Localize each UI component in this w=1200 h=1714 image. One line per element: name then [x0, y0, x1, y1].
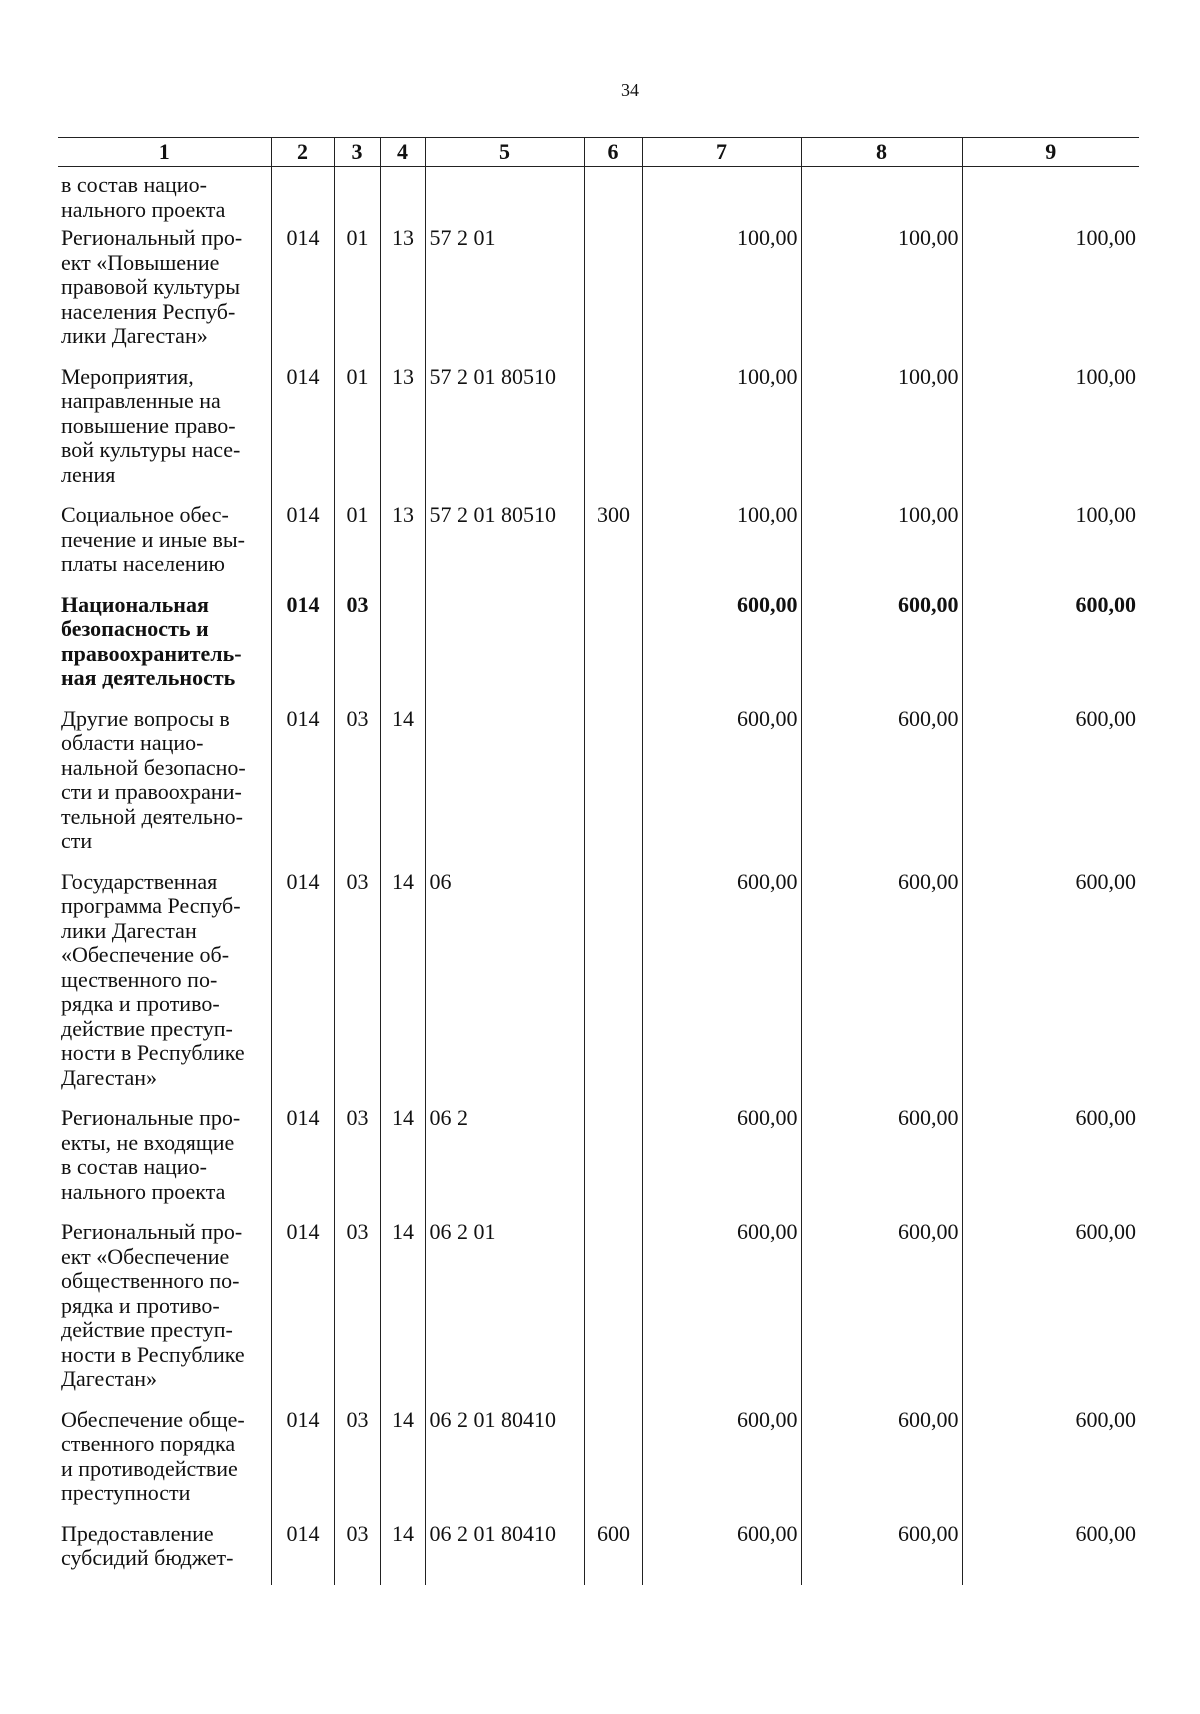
amount-cell-9 [962, 167, 1139, 227]
amount-cell-8: 600,00 [801, 1220, 962, 1408]
amount-cell-7: 100,00 [642, 365, 801, 504]
table-body [58, 167, 1139, 1585]
table-row [58, 1220, 1139, 1408]
table-row [58, 1408, 1139, 1522]
section-code-cell: 03 [334, 707, 380, 870]
table-row [58, 870, 1139, 1107]
expense-type-cell [584, 1408, 642, 1522]
column-header: 3 [334, 138, 380, 167]
row-name-cell: Другие вопросы в области нацио- нальной безопасно- сти и правоохрани- тельной деятельно- сти [58, 707, 271, 870]
target-article-cell: 06 2 01 [425, 1220, 584, 1408]
amount-cell-8: 100,00 [801, 365, 962, 504]
section-code-cell: 03 [334, 1408, 380, 1522]
expense-type-cell [584, 1106, 642, 1220]
subsection-code-cell [380, 167, 425, 227]
row-name-cell: Обеспечение обще- ственного порядка и противодействие преступности [58, 1408, 271, 1522]
subsection-code-cell: 14 [380, 1220, 425, 1408]
table-row [58, 1106, 1139, 1220]
amount-cell-7: 100,00 [642, 226, 801, 365]
section-code-cell: 03 [334, 1220, 380, 1408]
ministry-code-cell: 014 [271, 226, 334, 365]
ministry-code-cell: 014 [271, 707, 334, 870]
amount-cell-8: 100,00 [801, 503, 962, 593]
target-article-cell [425, 707, 584, 870]
section-code-cell: 01 [334, 226, 380, 365]
amount-cell-7: 600,00 [642, 870, 801, 1107]
row-name-cell: Мероприятия, направленные на повышение право- вой культуры насе- ления [58, 365, 271, 504]
amount-cell-9: 100,00 [962, 503, 1139, 593]
amount-cell-9: 600,00 [962, 1408, 1139, 1522]
ministry-code-cell [271, 167, 334, 227]
expense-type-cell [584, 1220, 642, 1408]
amount-cell-8 [801, 167, 962, 227]
row-name-cell: Государственная программа Респуб- лики Дагестан «Обеспечение об- щественного по- рядка и противо- действие преступ- ности в Республике Дагестан» [58, 870, 271, 1107]
amount-cell-7: 600,00 [642, 1220, 801, 1408]
table-row [58, 167, 1139, 227]
target-article-cell: 06 [425, 870, 584, 1107]
ministry-code-cell: 014 [271, 593, 334, 707]
amount-cell-8: 600,00 [801, 707, 962, 870]
table-row [58, 593, 1139, 707]
amount-cell-8: 600,00 [801, 1106, 962, 1220]
row-name-cell: Национальная безопасность и правоохранитель- ная деятельность [58, 593, 271, 707]
table-row [58, 1522, 1139, 1585]
amount-cell-9: 600,00 [962, 593, 1139, 707]
row-name-cell: Региональный про- ект «Повышение правовой культуры населения Респуб- лики Дагестан» [58, 226, 271, 365]
target-article-cell: 57 2 01 [425, 226, 584, 365]
expense-type-cell [584, 167, 642, 227]
expense-type-cell [584, 365, 642, 504]
column-header: 1 [58, 138, 271, 167]
amount-cell-9: 100,00 [962, 226, 1139, 365]
ministry-code-cell: 014 [271, 1106, 334, 1220]
amount-cell-9: 600,00 [962, 707, 1139, 870]
expense-type-cell [584, 593, 642, 707]
ministry-code-cell: 014 [271, 503, 334, 593]
column-header: 2 [271, 138, 334, 167]
subsection-code-cell [380, 593, 425, 707]
expense-type-cell [584, 226, 642, 365]
amount-cell-7 [642, 167, 801, 227]
target-article-cell: 57 2 01 80510 [425, 503, 584, 593]
amount-cell-7: 600,00 [642, 1522, 801, 1585]
subsection-code-cell: 13 [380, 226, 425, 365]
section-code-cell: 01 [334, 503, 380, 593]
table-row [58, 226, 1139, 365]
amount-cell-7: 600,00 [642, 593, 801, 707]
section-code-cell: 03 [334, 1522, 380, 1585]
subsection-code-cell: 13 [380, 503, 425, 593]
expense-type-cell [584, 870, 642, 1107]
section-code-cell: 03 [334, 870, 380, 1107]
amount-cell-8: 600,00 [801, 593, 962, 707]
column-header: 8 [801, 138, 962, 167]
target-article-cell: 06 2 01 80410 [425, 1522, 584, 1585]
target-article-cell: 06 2 [425, 1106, 584, 1220]
amount-cell-8: 600,00 [801, 1408, 962, 1522]
amount-cell-9: 600,00 [962, 1220, 1139, 1408]
subsection-code-cell: 14 [380, 870, 425, 1107]
row-name-cell: Региональные про- екты, не входящие в состав нацио- нального проекта [58, 1106, 271, 1220]
amount-cell-7: 600,00 [642, 1408, 801, 1522]
target-article-cell: 06 2 01 80410 [425, 1408, 584, 1522]
amount-cell-7: 600,00 [642, 707, 801, 870]
target-article-cell [425, 167, 584, 227]
section-code-cell: 03 [334, 593, 380, 707]
amount-cell-7: 600,00 [642, 1106, 801, 1220]
table-row [58, 707, 1139, 870]
column-header: 4 [380, 138, 425, 167]
row-name-cell: Региональный про- ект «Обеспечение общественного по- рядка и противо- действие преступ- ности в Республике Дагестан» [58, 1220, 271, 1408]
ministry-code-cell: 014 [271, 1408, 334, 1522]
column-header: 9 [962, 138, 1139, 167]
amount-cell-8: 600,00 [801, 870, 962, 1107]
subsection-code-cell: 14 [380, 1408, 425, 1522]
ministry-code-cell: 014 [271, 365, 334, 504]
subsection-code-cell: 14 [380, 1106, 425, 1220]
ministry-code-cell: 014 [271, 1220, 334, 1408]
amount-cell-9: 600,00 [962, 870, 1139, 1107]
page-number: 34 [621, 80, 639, 100]
column-header: 5 [425, 138, 584, 167]
section-code-cell: 03 [334, 1106, 380, 1220]
column-header: 6 [584, 138, 642, 167]
amount-cell-9: 600,00 [962, 1522, 1139, 1585]
row-name-cell: Социальное обес- печение и иные вы- платы населению [58, 503, 271, 593]
section-code-cell [334, 167, 380, 227]
target-article-cell [425, 593, 584, 707]
amount-cell-8: 600,00 [801, 1522, 962, 1585]
column-header: 7 [642, 138, 801, 167]
amount-cell-9: 600,00 [962, 1106, 1139, 1220]
amount-cell-9: 100,00 [962, 365, 1139, 504]
section-code-cell: 01 [334, 365, 380, 504]
expense-type-cell: 300 [584, 503, 642, 593]
budget-table [58, 137, 1139, 1585]
ministry-code-cell: 014 [271, 870, 334, 1107]
header-row [58, 138, 1139, 167]
table-row [58, 503, 1139, 593]
target-article-cell: 57 2 01 80510 [425, 365, 584, 504]
row-name-cell: Предоставление субсидий бюджет- [58, 1522, 271, 1585]
amount-cell-7: 100,00 [642, 503, 801, 593]
subsection-code-cell: 13 [380, 365, 425, 504]
amount-cell-8: 100,00 [801, 226, 962, 365]
expense-type-cell: 600 [584, 1522, 642, 1585]
table-row [58, 365, 1139, 504]
ministry-code-cell: 014 [271, 1522, 334, 1585]
subsection-code-cell: 14 [380, 707, 425, 870]
row-name-cell: в состав нацио- нального проекта [58, 167, 271, 227]
subsection-code-cell: 14 [380, 1522, 425, 1585]
expense-type-cell [584, 707, 642, 870]
